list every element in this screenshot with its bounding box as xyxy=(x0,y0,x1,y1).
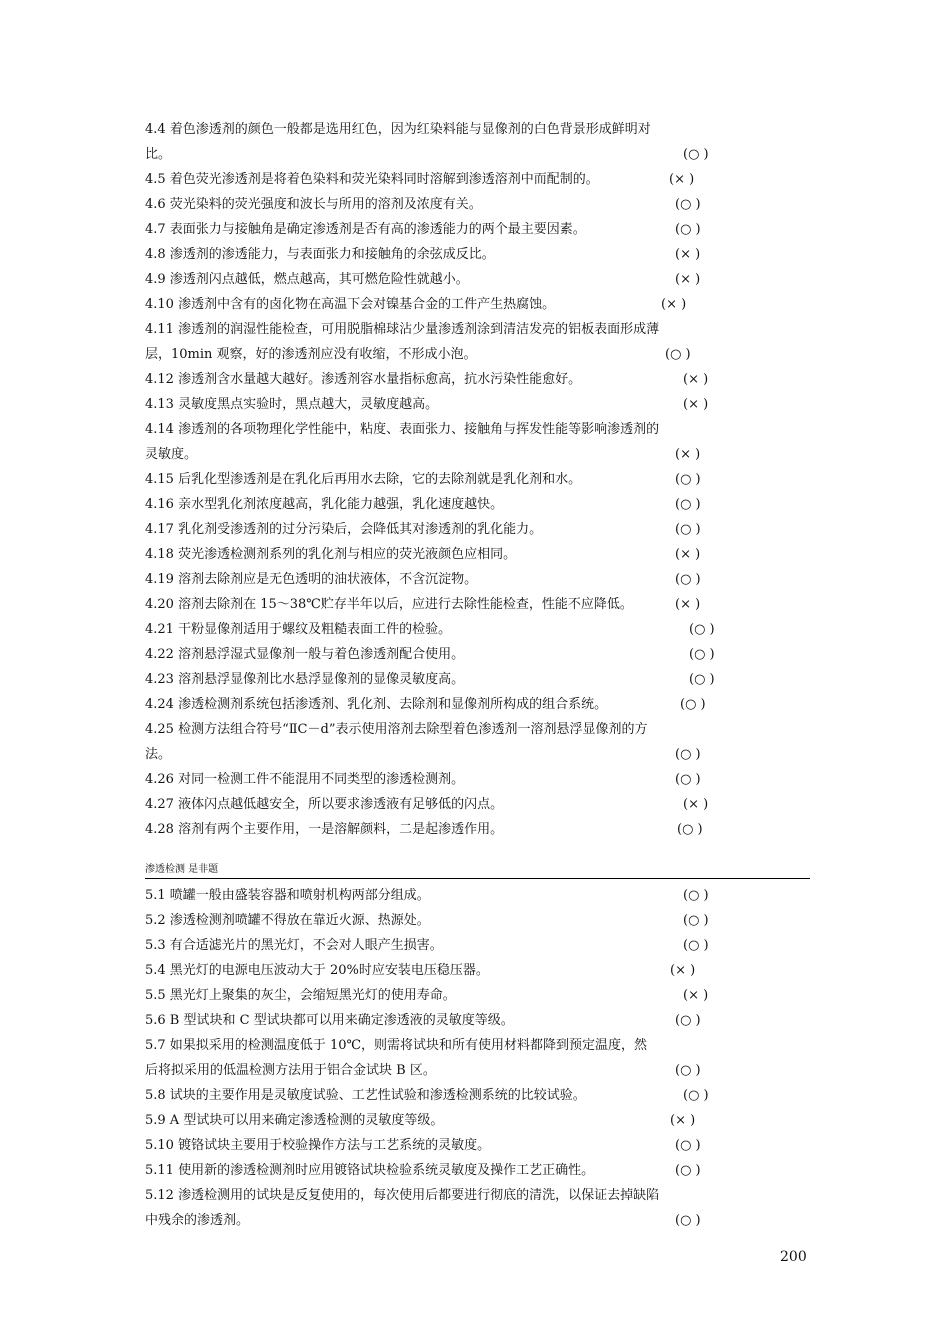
question-text: 4.11 渗透剂的润湿性能检查，可用脱脂棉球沾少量渗透剂涂到清洁发亮的铝板表面形成薄 xyxy=(145,322,660,337)
question-line xyxy=(145,717,745,742)
question-text: 5.4 黑光灯的电源电压波动大于 20%时应安装电压稳压器。 xyxy=(145,963,489,978)
question-line xyxy=(145,217,745,242)
question-text: 5.7 如果拟采用的检测温度低于 10℃，则需将试块和所有使用材料都降到预定温度，然 xyxy=(145,1038,648,1053)
question-line xyxy=(145,667,745,692)
question-text: 4.24 渗透检测剂系统包括渗透剂、乳化剂、去除剂和显像剂所构成的组合系统。 xyxy=(145,697,608,712)
answer-mark: (× ) xyxy=(675,447,701,462)
question-line xyxy=(145,767,745,792)
question-line xyxy=(145,1008,745,1033)
question-line xyxy=(145,1158,745,1183)
question-line xyxy=(145,742,745,767)
question-line xyxy=(145,817,745,842)
answer-mark: (○ ) xyxy=(689,647,715,662)
answer-mark: (○ ) xyxy=(683,888,709,903)
answer-mark: (× ) xyxy=(675,597,701,612)
question-text: 4.9 渗透剂闪点越低，燃点越高，其可燃危险性就越小。 xyxy=(145,272,469,287)
question-line xyxy=(145,467,745,492)
answer-mark: (○ ) xyxy=(689,672,715,687)
question-line xyxy=(145,1183,745,1208)
answer-mark: (○ ) xyxy=(675,747,701,762)
question-line xyxy=(145,317,745,342)
question-text: 中残余的渗透剂。 xyxy=(145,1213,250,1228)
question-line xyxy=(145,342,745,367)
answer-mark: (○ ) xyxy=(680,697,706,712)
answer-mark: (× ) xyxy=(670,1113,696,1128)
question-text: 4.4 着色渗透剂的颜色一般都是选用红色，因为红染料能与显像剂的白色背景形成鲜明对 xyxy=(145,122,651,137)
question-line xyxy=(145,1033,745,1058)
question-text: 4.15 后乳化型渗透剂是在乳化后再用水去除，它的去除剂就是乳化剂和水。 xyxy=(145,472,582,487)
question-text: 5.6 B 型试块和 C 型试块都可以用来确定渗透液的灵敏度等级。 xyxy=(145,1013,514,1028)
question-text: 灵敏度。 xyxy=(145,447,198,462)
question-text: 4.10 渗透剂中含有的卤化物在高温下会对镍基合金的工件产生热腐蚀。 xyxy=(145,297,556,312)
question-text: 5.3 有合适滤光片的黑光灯，不会对人眼产生损害。 xyxy=(145,938,443,953)
answer-mark: (○ ) xyxy=(683,147,709,162)
answer-mark: (× ) xyxy=(683,372,709,387)
answer-mark: (○ ) xyxy=(675,572,701,587)
question-text: 4.18 荧光渗透检测剂系列的乳化剂与相应的荧光液颜色应相同。 xyxy=(145,547,517,562)
question-line xyxy=(145,492,745,517)
answer-mark: (○ ) xyxy=(683,938,709,953)
answer-mark: (○ ) xyxy=(675,1213,701,1228)
section-header: 渗透检测 是非题 xyxy=(145,862,810,879)
answer-mark: (○ ) xyxy=(683,1088,709,1103)
answer-mark: (○ ) xyxy=(675,1163,701,1178)
question-line xyxy=(145,292,745,317)
question-line xyxy=(145,442,745,467)
question-line xyxy=(145,417,745,442)
answer-mark: (○ ) xyxy=(675,222,701,237)
question-text: 5.11 使用新的渗透检测剂时应用镀铬试块检验系统灵敏度及操作工艺正确性。 xyxy=(145,1163,595,1178)
question-line xyxy=(145,908,745,933)
question-line xyxy=(145,392,745,417)
question-line xyxy=(145,1058,745,1083)
answer-mark: (○ ) xyxy=(675,497,701,512)
question-text: 层，10min 观察，好的渗透剂应没有收缩，不形成小泡。 xyxy=(145,347,477,362)
question-line xyxy=(145,592,745,617)
question-text: 4.8 渗透剂的渗透能力，与表面张力和接触角的余弦成反比。 xyxy=(145,247,495,262)
question-text: 4.28 溶剂有两个主要作用，一是溶解颜料，二是起渗透作用。 xyxy=(145,822,504,837)
question-line xyxy=(145,192,745,217)
question-text: 4.19 溶剂去除剂应是无色透明的油状液体，不含沉淀物。 xyxy=(145,572,478,587)
question-text: 4.14 渗透剂的各项物理化学性能中，粘度、表面张力、接触角与挥发性能等影响渗透剂的 xyxy=(145,422,660,437)
question-text: 4.17 乳化剂受渗透剂的过分污染后，会降低其对渗透剂的乳化能力。 xyxy=(145,522,543,537)
question-line xyxy=(145,167,745,192)
answer-mark: (× ) xyxy=(683,797,709,812)
question-text: 比。 xyxy=(145,147,172,162)
question-line xyxy=(145,692,745,717)
question-line xyxy=(145,983,745,1008)
question-line xyxy=(145,517,745,542)
question-line xyxy=(145,792,745,817)
answer-mark: (○ ) xyxy=(675,197,701,212)
question-line xyxy=(145,117,745,142)
answer-mark: (× ) xyxy=(683,988,709,1003)
answer-mark: (× ) xyxy=(675,247,701,262)
answer-mark: (○ ) xyxy=(689,622,715,637)
question-text: 法。 xyxy=(145,747,172,762)
question-text: 4.6 荧光染料的荧光强度和波长与所用的溶剂及浓度有关。 xyxy=(145,197,482,212)
question-text: 4.5 着色荧光渗透剂是将着色染料和荧光染料同时溶解到渗透溶剂中而配制的。 xyxy=(145,172,599,187)
answer-mark: (○ ) xyxy=(675,1138,701,1153)
page-number: 200 xyxy=(780,1249,807,1265)
question-text: 4.20 溶剂去除剂在 15～38℃贮存半年以后，应进行去除性能检查，性能不应降低。 xyxy=(145,597,633,612)
question-text: 5.8 试块的主要作用是灵敏度试验、工艺性试验和渗透检测系统的比较试验。 xyxy=(145,1088,586,1103)
answer-mark: (× ) xyxy=(669,172,695,187)
question-text: 4.25 检测方法组合符号“ⅡC－d”表示使用溶剂去除型着色渗透剂一溶剂悬浮显像剂的方 xyxy=(145,722,648,737)
question-line xyxy=(145,542,745,567)
question-text: 4.12 渗透剂含水量越大越好。渗透剂容水量指标愈高，抗水污染性能愈好。 xyxy=(145,372,582,387)
question-line xyxy=(145,567,745,592)
question-line xyxy=(145,617,745,642)
answer-mark: (○ ) xyxy=(675,522,701,537)
answer-mark: (○ ) xyxy=(677,822,703,837)
answer-mark: (○ ) xyxy=(675,772,701,787)
question-text: 5.1 喷罐一般由盛装容器和喷射机构两部分组成。 xyxy=(145,888,430,903)
question-text: 4.22 溶剂悬浮湿式显像剂一般与着色渗透剂配合使用。 xyxy=(145,647,465,662)
question-line xyxy=(145,1133,745,1158)
question-line xyxy=(145,1208,745,1233)
question-line xyxy=(145,1083,745,1108)
question-line xyxy=(145,1108,745,1133)
answer-mark: (○ ) xyxy=(675,1013,701,1028)
answer-mark: (○ ) xyxy=(683,913,709,928)
question-line xyxy=(145,142,745,167)
question-line xyxy=(145,883,745,908)
question-text: 4.26 对同一检测工件不能混用不同类型的渗透检测剂。 xyxy=(145,772,465,787)
question-text: 5.5 黑光灯上聚集的灰尘，会缩短黑光灯的使用寿命。 xyxy=(145,988,456,1003)
question-text: 5.12 渗透检测用的试块是反复使用的，每次使用后都要进行彻底的清洗，以保证去掉缺陷 xyxy=(145,1188,660,1203)
answer-mark: (○ ) xyxy=(675,1063,701,1078)
question-text: 4.23 溶剂悬浮显像剂比水悬浮显像剂的显像灵敏度高。 xyxy=(145,672,465,687)
answer-mark: (× ) xyxy=(661,297,687,312)
question-line xyxy=(145,267,745,292)
question-text: 4.27 液体闪点越低越安全，所以要求渗透液有足够低的闪点。 xyxy=(145,797,504,812)
answer-mark: (○ ) xyxy=(665,347,691,362)
question-line xyxy=(145,367,745,392)
question-line xyxy=(145,642,745,667)
question-text: 5.10 镀铬试块主要用于校验操作方法与工艺系统的灵敏度。 xyxy=(145,1138,491,1153)
question-text: 5.9 A 型试块可以用来确定渗透检测的灵敏度等级。 xyxy=(145,1113,444,1128)
question-text: 4.13 灵敏度黑点实验时，黑点越大，灵敏度越高。 xyxy=(145,397,439,412)
question-text: 4.16 亲水型乳化剂浓度越高，乳化能力越强，乳化速度越快。 xyxy=(145,497,504,512)
question-line xyxy=(145,958,745,983)
question-line xyxy=(145,242,745,267)
question-text: 4.7 表面张力与接触角是确定渗透剂是否有高的渗透能力的两个最主要因素。 xyxy=(145,222,586,237)
answer-mark: (× ) xyxy=(670,963,696,978)
question-line xyxy=(145,933,745,958)
question-text: 后将拟采用的低温检测方法用于铝合金试块 B 区。 xyxy=(145,1063,436,1078)
answer-mark: (○ ) xyxy=(675,472,701,487)
answer-mark: (× ) xyxy=(675,272,701,287)
question-text: 4.21 干粉显像剂适用于螺纹及粗糙表面工件的检验。 xyxy=(145,622,452,637)
answer-mark: (× ) xyxy=(675,547,701,562)
question-text: 5.2 渗透检测剂喷罐不得放在靠近火源、热源处。 xyxy=(145,913,430,928)
answer-mark: (× ) xyxy=(683,397,709,412)
